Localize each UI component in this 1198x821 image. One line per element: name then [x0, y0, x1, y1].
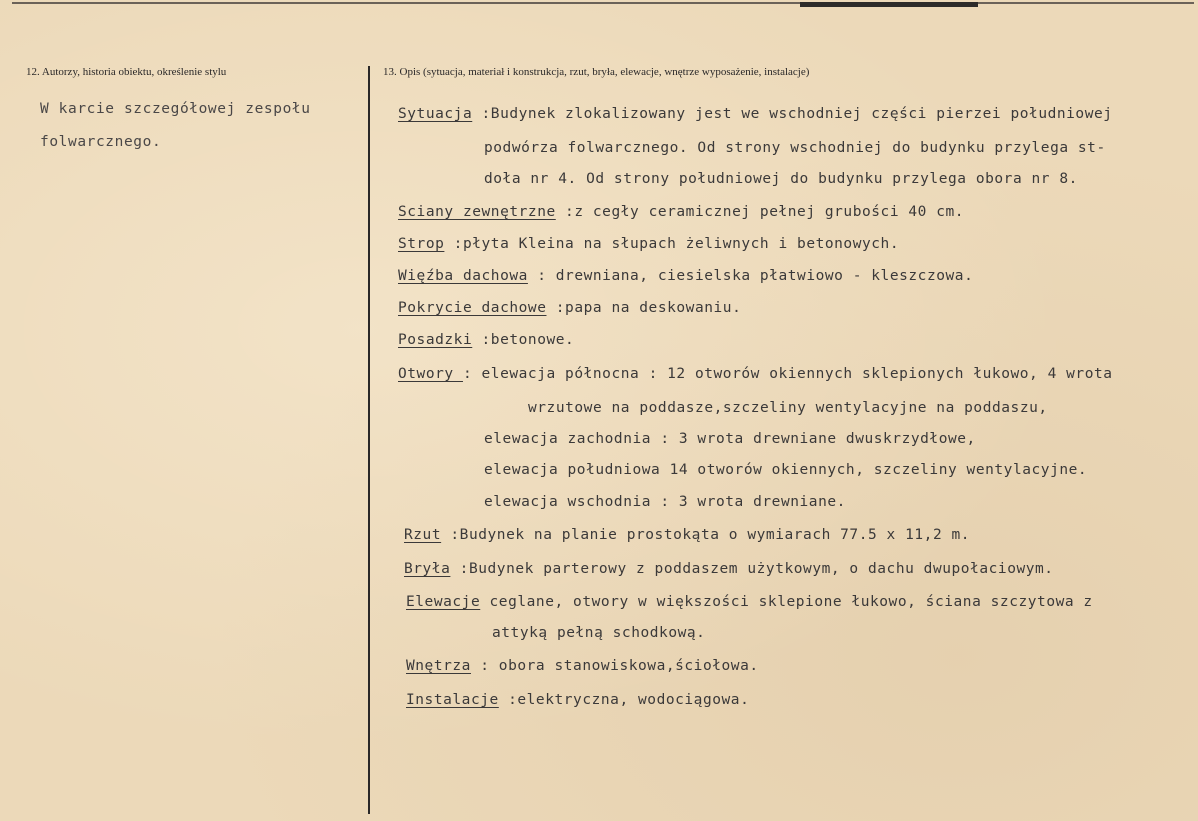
- line-otwory-5: elewacja wschodnia : 3 wrota drewniane.: [484, 494, 846, 510]
- text-elewacje: ceglane, otwory w większości sklepione łukowo, ściana szczytowa z: [480, 594, 1093, 610]
- line-sciany: [398, 204, 964, 220]
- line-pokrycie: [398, 300, 741, 316]
- line-wiezba: [398, 268, 973, 284]
- heading-posadzki: Posadzki: [398, 332, 473, 348]
- text-wnetrza: : obora stanowiskowa,ściołowa.: [470, 658, 759, 674]
- line-wnetrza: [406, 658, 759, 674]
- line-instalacje: [406, 692, 749, 708]
- heading-instalacje: Instalacje: [406, 692, 499, 708]
- line-sytuacja-3: doła nr 4. Od strony południowej do budynku przylega obora nr 8.: [484, 171, 1078, 187]
- text-rzut: :Budynek na planie prostokąta o wymiarach 77.5 x 11,2 m.: [441, 527, 971, 543]
- text-posadzki: :betonowe.: [472, 332, 575, 348]
- heading-sytuacja: Sytuacja: [398, 106, 473, 122]
- line-strop: [398, 236, 899, 252]
- heading-pokrycie: Pokrycie dachowe: [398, 300, 547, 316]
- text-sytuacja: :Budynek zlokalizowany jest we wschodniej części pierzei południowej: [472, 106, 1113, 122]
- text-pokrycie: :papa na deskowaniu.: [546, 300, 742, 316]
- field-13-label: 13. Opis (sytuacja, materiał i konstrukcja, rzut, bryła, elewacje, wnętrze wyposażenie, instalacje): [383, 66, 810, 78]
- line-elewacje-2: attyką pełną schodkową.: [492, 625, 706, 641]
- line-otwory: [398, 366, 1113, 382]
- line-elewacje: [406, 594, 1093, 610]
- line-otwory-2: wrzutowe na poddasze,szczeliny wentylacyjne na poddaszu,: [528, 400, 1048, 416]
- heading-sciany: Sciany zewnętrzne: [398, 204, 556, 220]
- text-otwory: : elewacja północna : 12 otworów okiennych sklepionych łukowo, 4 wrota: [462, 366, 1113, 382]
- line-sytuacja-2: podwórza folwarcznego. Od strony wschodniej do budynku przylega st-: [484, 140, 1106, 156]
- line-posadzki: [398, 332, 574, 348]
- text-sciany: :z cegły ceramicznej pełnej grubości 40 cm.: [555, 204, 965, 220]
- heading-rzut: Rzut: [404, 527, 442, 543]
- text-bryla: :Budynek parterowy z poddaszem użytkowym, o dachu dwupołaciowym.: [450, 561, 1054, 577]
- field-12-line-2: folwarcznego.: [40, 134, 162, 150]
- text-wiezba: : drewniana, ciesielska płatwiowo - kleszczowa.: [527, 268, 974, 284]
- heading-wnetrza: Wnętrza: [406, 658, 471, 674]
- heading-wiezba: Więźba dachowa: [398, 268, 528, 284]
- line-sytuacja: [398, 106, 1113, 122]
- column-divider: [368, 66, 370, 814]
- text-instalacje: :elektryczna, wodociągowa.: [498, 692, 750, 708]
- heading-bryla: Bryła: [404, 561, 451, 577]
- top-border: [12, 2, 1194, 4]
- heading-strop: Strop: [398, 236, 445, 252]
- line-bryla: [404, 561, 1054, 577]
- top-ink-mark: [800, 2, 978, 7]
- heading-elewacje: Elewacje: [406, 594, 481, 610]
- line-rzut: [404, 527, 970, 543]
- line-otwory-4: elewacja południowa 14 otworów okiennych, szczeliny wentylacyjne.: [484, 462, 1088, 478]
- heading-otwory: Otwory: [398, 366, 463, 382]
- text-strop: :płyta Kleina na słupach żeliwnych i betonowych.: [444, 236, 900, 252]
- field-12-line-1: W karcie szczegółowej zespołu: [40, 101, 311, 117]
- field-12-label: 12. Autorzy, historia obiektu, określenie stylu: [26, 66, 227, 78]
- line-otwory-3: elewacja zachodnia : 3 wrota drewniane dwuskrzydłowe,: [484, 431, 976, 447]
